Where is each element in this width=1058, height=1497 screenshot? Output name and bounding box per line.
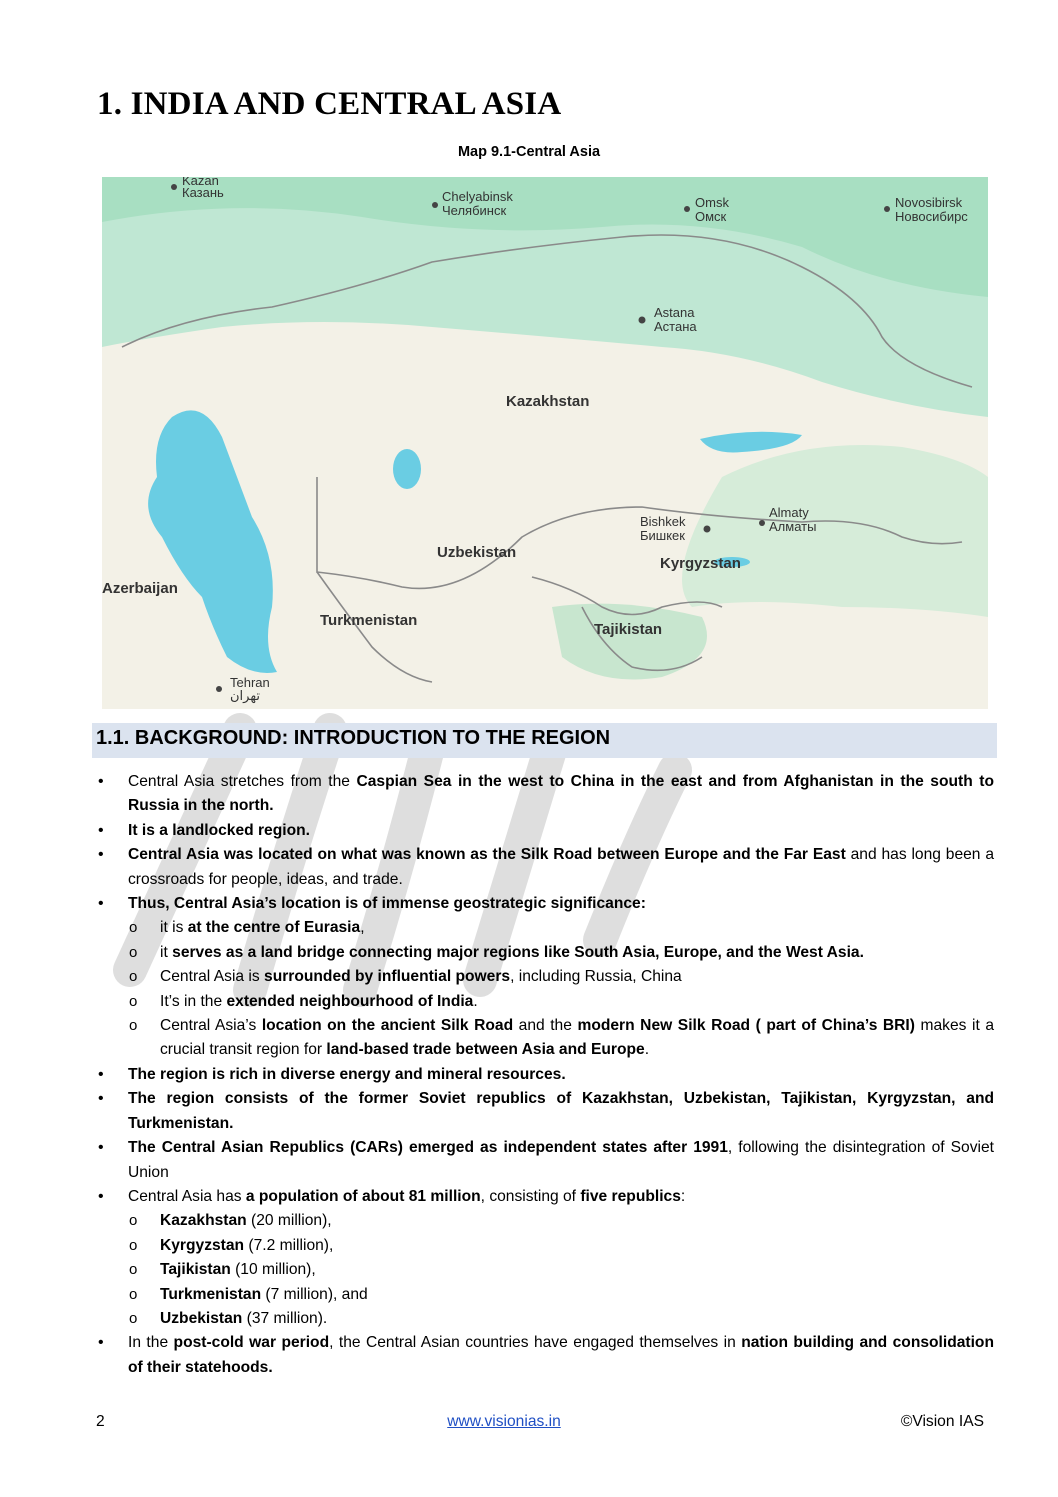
text: . xyxy=(473,992,478,1010)
text-bold: Thus, Central Asia’s location is of immense geostrategic significance: xyxy=(128,895,646,913)
text-bold: post-cold war period xyxy=(173,1334,330,1352)
text-bold: The region consists of the former Soviet republics of Kazakhstan, Uzbekistan, Tajikistan, Kyrgyzstan, and Turkmenistan. xyxy=(128,1090,994,1132)
label-tajikistan: Tajikistan xyxy=(594,621,663,638)
label-astana-local: Астана xyxy=(654,319,697,334)
sub-item xyxy=(128,1014,994,1063)
text: In the xyxy=(128,1334,174,1352)
text: : xyxy=(680,1187,686,1205)
label-azerbaijan: Azerbaijan xyxy=(102,580,178,597)
text: (20 million), xyxy=(246,1212,332,1230)
label-kyrgyzstan: Kyrgyzstan xyxy=(660,555,741,572)
bullet-list xyxy=(96,770,994,1380)
sub-item xyxy=(128,1258,994,1282)
label-omsk: Omsk xyxy=(695,195,729,210)
label-kazan: Kazan xyxy=(182,177,219,188)
bullet-republics xyxy=(96,1087,994,1136)
text-bold: It is a landlocked region. xyxy=(128,821,310,839)
text: (10 million), xyxy=(230,1261,316,1279)
text: Central Asia has xyxy=(128,1187,246,1205)
text: (7.2 million), xyxy=(244,1236,334,1254)
page-footer xyxy=(0,1413,1058,1437)
sub-item xyxy=(128,916,994,940)
text: Central Asia is xyxy=(160,968,265,986)
website-link[interactable]: www.visionias.in xyxy=(447,1413,561,1430)
bullet-independence xyxy=(96,1136,994,1185)
text-bold: serves as a land bridge connecting major regions like South Asia, Europe, and the West Asia. xyxy=(172,943,864,961)
label-kazan-local: Казань xyxy=(182,185,224,200)
page-number: 2 xyxy=(96,1413,105,1430)
text-bold: The region is rich in diverse energy and mineral resources. xyxy=(128,1065,566,1083)
text-bold: Central Asia was located on what was known as the Silk Road between Europe and the Far East xyxy=(128,846,846,864)
bullet-post-cold-war xyxy=(96,1331,994,1380)
text-bold: a population of about 81 million xyxy=(245,1187,481,1205)
text: , consisting of xyxy=(480,1187,581,1205)
aral-sea xyxy=(393,449,421,489)
text: , the Central Asian countries have engaged themselves in xyxy=(329,1334,742,1352)
text-bold: modern New Silk Road ( part of China’s BRI) xyxy=(577,1017,915,1035)
bullet-resources xyxy=(96,1063,994,1087)
text: (7 million), and xyxy=(261,1285,368,1303)
text-bold: Kazakhstan xyxy=(160,1212,247,1230)
text-bold: Turkmenistan xyxy=(160,1285,262,1303)
map-graphic xyxy=(102,177,988,709)
bullet-location xyxy=(96,770,994,819)
bullet-landlocked xyxy=(96,819,994,843)
text: . xyxy=(644,1041,650,1059)
text: Central Asia stretches from the xyxy=(128,773,357,790)
text: , including Russia, China xyxy=(510,968,682,986)
sub-item xyxy=(128,965,994,989)
label-uzbekistan: Uzbekistan xyxy=(437,544,517,561)
text-bold: at the centre of Eurasia xyxy=(187,919,361,937)
text-bold: Caspian Sea in the west to China in the east and from Afghanistan in the south to Russia in the north. xyxy=(128,773,994,815)
label-kazakhstan: Kazakhstan xyxy=(506,393,590,410)
text: makes it a crucial transit region for xyxy=(160,1017,995,1059)
text: it xyxy=(160,943,173,961)
sub-item xyxy=(128,990,994,1014)
label-tehran: Tehran xyxy=(230,675,270,690)
text-bold: land-based trade between Asia and Europe xyxy=(326,1041,645,1059)
text: , following the disintegration of Soviet Union xyxy=(128,1139,994,1181)
text: , xyxy=(360,919,365,937)
label-bishkek-local: Бишкек xyxy=(640,528,685,543)
text: and has long been a crossroads for people, ideas, and trade. xyxy=(128,846,994,888)
label-astana: Astana xyxy=(654,305,695,320)
label-almaty: Almaty xyxy=(769,505,809,520)
text-bold: surrounded by influential powers xyxy=(264,968,511,986)
text: Central Asia’s xyxy=(160,1017,262,1035)
text: and the xyxy=(513,1017,578,1035)
label-omsk-local: Омск xyxy=(695,209,727,224)
label-almaty-local: Алматы xyxy=(769,519,817,534)
text-bold: The Central Asian Republics (CARs) emerged as independent states after 1991 xyxy=(128,1139,728,1157)
label-bishkek: Bishkek xyxy=(640,514,686,529)
sub-list-geostrategic xyxy=(128,916,994,1062)
sub-item xyxy=(128,1307,994,1331)
text-bold: Kyrgyzstan xyxy=(160,1236,245,1254)
page-title: 1. INDIA AND CENTRAL ASIA xyxy=(97,86,562,122)
label-novosibirsk-local: Новосибирс xyxy=(895,209,968,224)
label-novosibirsk: Novosibirsk xyxy=(895,195,963,210)
text-bold: Uzbekistan xyxy=(160,1309,243,1327)
section-heading: 1.1. BACKGROUND: INTRODUCTION TO THE REGION xyxy=(92,723,997,758)
label-chelyabinsk-local: Челябинск xyxy=(442,203,507,218)
sub-item xyxy=(128,1234,994,1258)
text: it is xyxy=(160,919,188,937)
bullet-silk-road xyxy=(96,843,994,892)
text-bold: nation building and consolidation of their statehoods. xyxy=(128,1334,994,1376)
text-bold: location on the ancient Silk Road xyxy=(261,1017,514,1035)
label-chelyabinsk: Chelyabinsk xyxy=(442,189,513,204)
central-asia-map xyxy=(102,177,988,709)
text-bold: extended neighbourhood of India xyxy=(226,992,474,1010)
sub-item xyxy=(128,1283,994,1307)
content-body xyxy=(96,770,994,1380)
text-bold: Tajikistan xyxy=(160,1261,231,1279)
sub-item xyxy=(128,1209,994,1233)
text-bold: five republics xyxy=(580,1187,681,1205)
text: (37 million). xyxy=(242,1309,328,1327)
map-caption: Map 9.1-Central Asia xyxy=(457,144,601,160)
label-turkmenistan: Turkmenistan xyxy=(320,612,418,629)
label-tehran-local: تهران xyxy=(230,688,260,703)
copyright-text: ©Vision IAS xyxy=(900,1413,984,1430)
sub-item xyxy=(128,941,994,965)
bullet-population xyxy=(96,1185,994,1331)
bullet-geostrategic xyxy=(96,892,994,1063)
text: It’s in the xyxy=(160,992,227,1010)
sub-list-population xyxy=(128,1209,994,1331)
